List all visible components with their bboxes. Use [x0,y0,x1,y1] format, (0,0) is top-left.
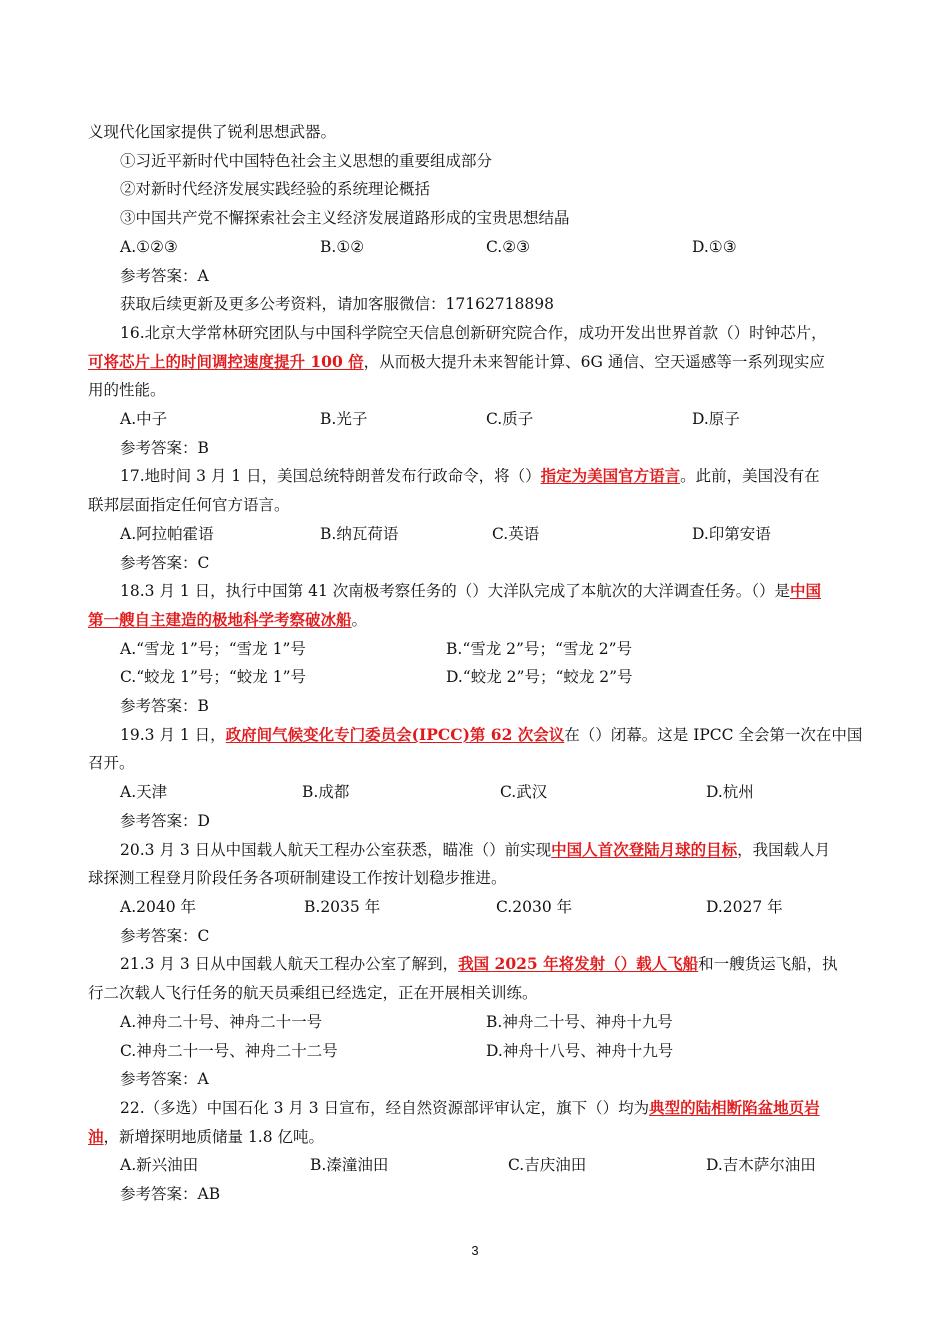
q17-option-a: A.阿拉帕霍语 [120,524,214,543]
q18-text-a: 18.3 月 1 日，执行中国第 41 次南极考察任务的（）大洋队完成了本航次的大洋调查任务。（）是 [120,582,790,601]
q19-options [88,778,864,807]
q17-options [88,520,864,549]
q22-option-d: D.吉木萨尔油田 [706,1156,816,1175]
q22-highlight-2: 油 [88,1126,104,1146]
q21-text-b: 和一艘货运飞船，执 [698,955,838,974]
q18-options-row-2 [88,663,864,692]
q16-answer: 参考答案：B [120,438,209,457]
q19-option-d: D.杭州 [706,783,754,802]
q15-item-1: ①习近平新时代中国特色社会主义思想的重要组成部分 [120,151,493,170]
q20-option-d: D.2027 年 [706,897,783,916]
q18-text-b: 。 [351,610,368,629]
intro-tail: 义现代化国家提供了锐利思想武器。 [88,123,337,141]
q18-options-row-1 [88,635,864,664]
q16-highlight: 可将芯片上的时间调控速度提升 100 倍 [88,351,364,371]
q15-option-d: D.①③ [692,237,737,256]
q19-option-c: C.武汉 [500,783,548,802]
q20-highlight: 中国人首次登陆月球的目标 [551,839,738,859]
q16-line-3: 用的性能。 [88,381,166,400]
q21-option-b: B.神舟二十号、神舟十九号 [486,1012,673,1031]
q17-option-d: D.印第安语 [692,524,771,543]
q22-options [88,1151,864,1180]
q21-options-row-1 [88,1008,864,1037]
q20-text-a: 20.3 月 3 日从中国载人航天工程办公室获悉，瞄准（）前实现 [120,840,552,859]
q22-answer: 参考答案：AB [120,1185,221,1204]
q16-option-a: A.中子 [120,410,168,429]
q22-option-b: B.溱潼油田 [310,1156,389,1175]
q20-answer: 参考答案：C [120,926,210,945]
page-number: 3 [471,1243,479,1258]
q19-answer: 参考答案：D [120,811,210,830]
q16-option-d: D.原子 [692,410,740,429]
q17-text-a: 17.地时间 3 月 1 日，美国总统特朗普发布行政命令，将（） [120,467,541,486]
q18-option-b: B.“雪龙 2”号；“雪龙 2”号 [446,639,633,658]
q20-option-c: C.2030 年 [496,897,573,916]
q16-options [88,405,864,434]
q17-option-c: C.英语 [492,524,540,543]
q18-option-c: C.“蛟龙 1”号；“蛟龙 1”号 [120,668,307,687]
q22-line-1 [88,1094,864,1123]
q17-highlight: 指定为美国官方语言 [540,466,681,486]
q18-answer: 参考答案：B [120,697,209,716]
q19-highlight: 政府间气候变化专门委员会(IPCC)第 62 次会议 [225,724,565,744]
q16-line-2-text: ，从而极大提升未来智能计算、6G 通信、空天遥感等一系列现实应 [363,352,825,371]
q21-option-a: A.神舟二十号、神舟二十一号 [120,1012,323,1031]
q18-line-2 [88,606,864,635]
q15-option-a: A.①②③ [120,237,178,256]
q17-answer: 参考答案：C [120,553,210,572]
q15-item-2: ②对新时代经济发展实践经验的系统理论概括 [120,180,431,199]
q19-text-a: 19.3 月 1 日， [120,725,226,744]
q17-line-2: 联邦层面指定任何官方语言。 [88,496,290,515]
q20-text-b: ，我国载人月 [737,840,831,859]
q20-options [88,893,864,922]
q20-option-b: B.2035 年 [304,897,381,916]
q21-option-c: C.神舟二十一号、神舟二十二号 [120,1041,338,1060]
q19-option-a: A.天津 [120,783,168,802]
q22-highlight-1: 典型的陆相断陷盆地页岩 [649,1097,820,1117]
q22-option-a: A.新兴油田 [120,1156,199,1175]
q19-line-2: 召开。 [88,754,135,773]
q21-text-a: 21.3 月 3 日从中国载人航天工程办公室了解到， [120,955,459,974]
q21-options-row-2 [88,1037,864,1066]
q15-option-c: C.②③ [486,237,531,256]
q15-option-b: B.①② [320,237,365,256]
q21-line-2: 行二次载人飞行任务的航天员乘组已经选定，正在开展相关训练。 [88,984,538,1003]
q19-text-b: 在（）闭幕。这是 IPCC 全会第一次在中国 [564,725,863,744]
q16-option-c: C.质子 [486,410,534,429]
q19-line-1 [88,721,864,750]
contact-notice: 获取后续更新及更多公考资料，请加客服微信：17162718898 [120,295,554,314]
q16-line-1: 16.北京大学常林研究团队与中国科学院空天信息创新研究院合作，成功开发出世界首款（）时钟芯片， [120,323,827,342]
q22-line-2 [88,1123,864,1152]
q18-option-d: D.“蛟龙 2”号；“蛟龙 2”号 [446,668,633,687]
q21-answer: 参考答案：A [120,1070,209,1089]
q18-highlight-1: 中国 [789,581,821,601]
q22-text-a: 22.（多选）中国石化 3 月 3 日宣布，经自然资源部评审认定，旗下（）均为 [120,1098,650,1117]
q17-text-b: 。此前，美国没有在 [680,467,820,486]
q18-highlight-2: 第一艘自主建造的极地科学考察破冰船 [88,609,352,629]
q17-option-b: B.纳瓦荷语 [320,524,399,543]
q20-line-2: 球探测工程登月阶段任务各项研制建设工作按计划稳步推进。 [88,869,507,888]
q16-line-2 [88,348,864,377]
q15-item-3: ③中国共产党不懈探索社会主义经济发展道路形成的宝贵思想结晶 [120,209,570,228]
q18-line-1 [88,577,864,606]
q16-option-b: B.光子 [320,410,368,429]
q20-line-1 [88,836,864,865]
q22-text-b: ，新增探明地质储量 1.8 亿吨。 [103,1127,325,1146]
q21-highlight: 我国 2025 年将发射（）载人飞船 [458,954,699,974]
q21-option-d: D.神舟十八号、神舟十九号 [486,1041,674,1060]
q22-option-c: C.吉庆油田 [508,1156,587,1175]
q18-option-a: A.“雪龙 1”号；“雪龙 1”号 [120,639,306,658]
q17-line-1 [88,462,864,491]
q15-options [88,233,864,262]
q20-option-a: A.2040 年 [120,897,196,916]
page-content [88,118,864,1209]
q19-option-b: B.成都 [302,783,350,802]
q15-answer: 参考答案：A [120,266,209,285]
q21-line-1 [88,950,864,979]
